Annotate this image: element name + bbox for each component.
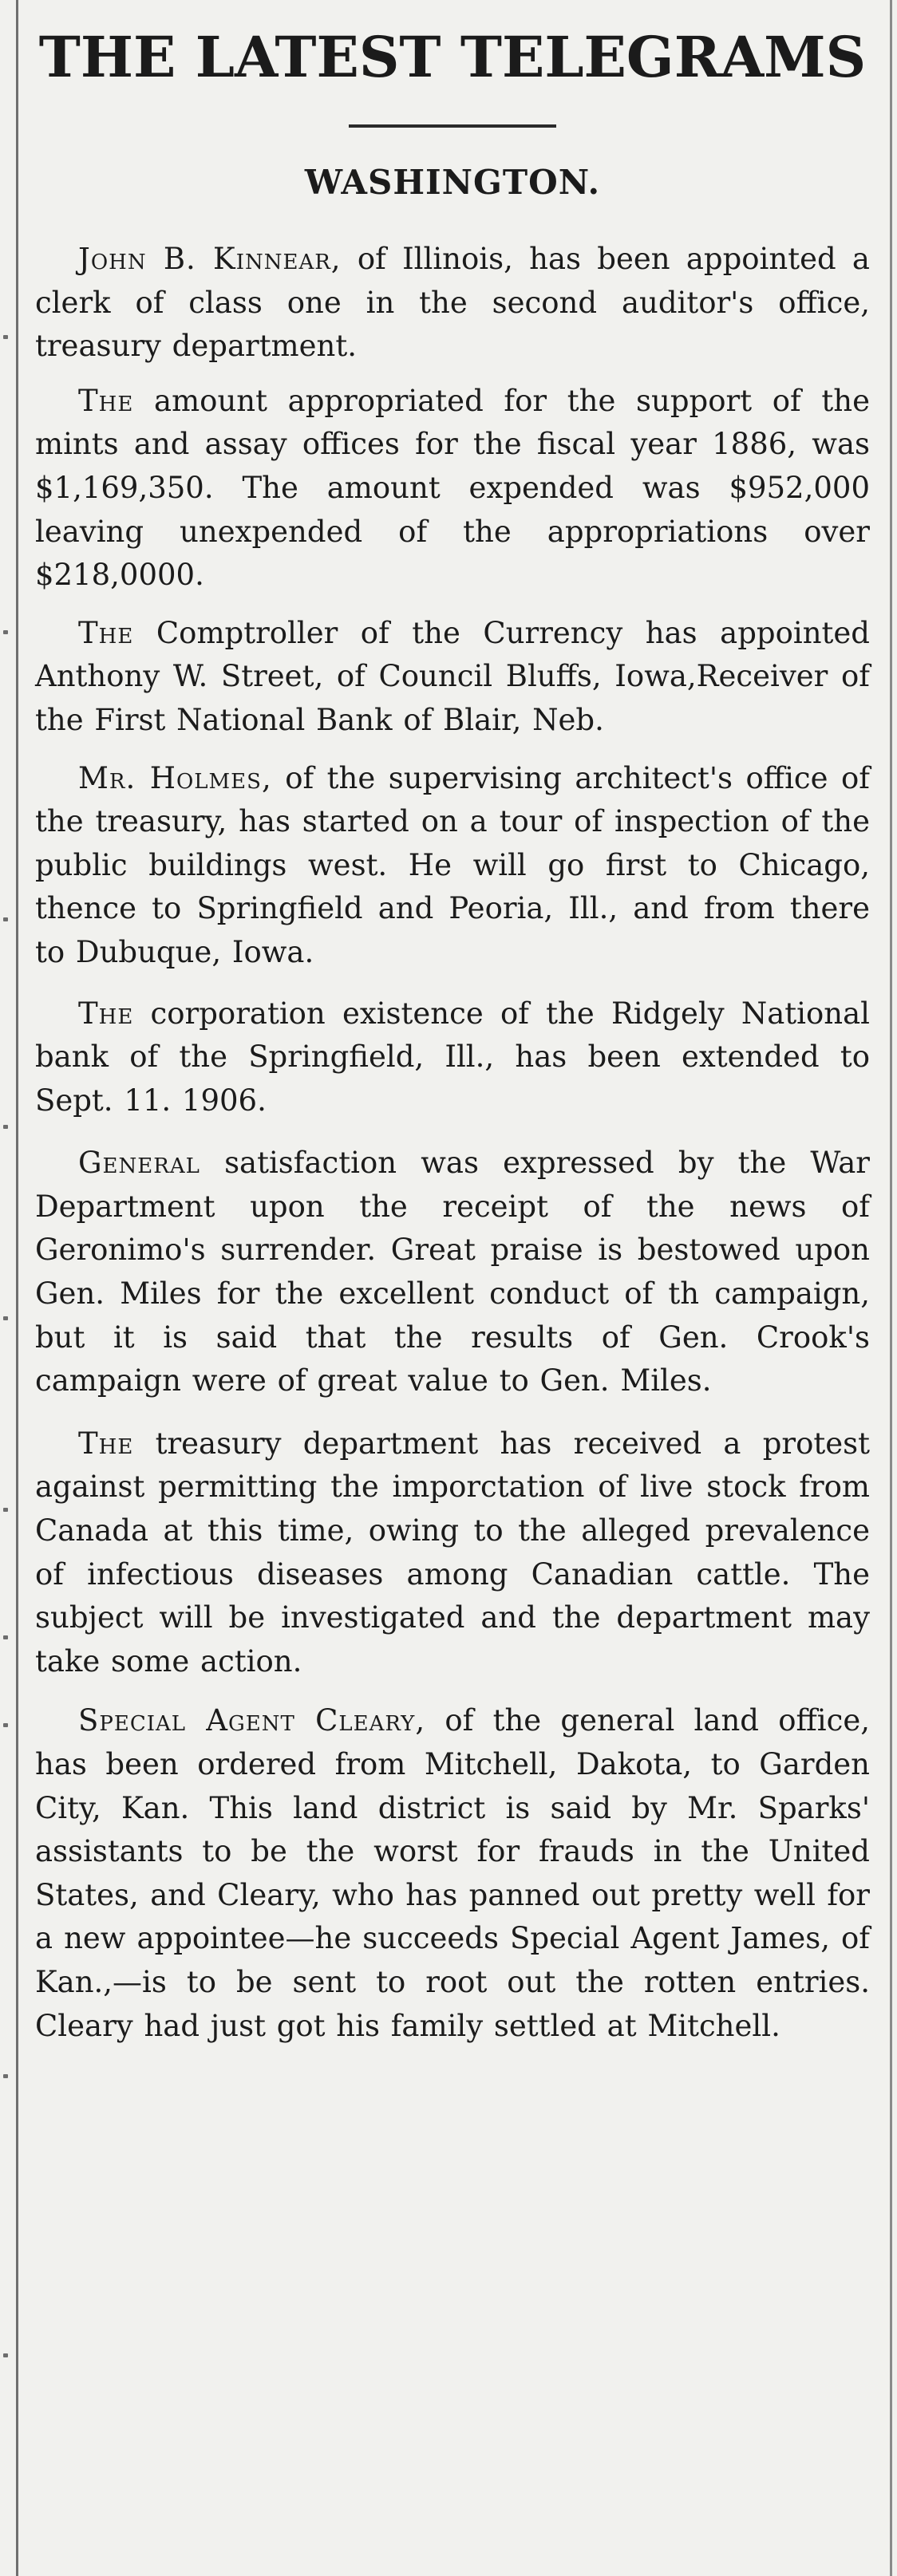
news-item-text: of the general land office, has been ordered from Mitchell, Dakota, to Garden City, Kan. This land district is said by Mr. Sparks' assistants to be the worst for frauds in the United States, and Cleary, who has panned out pretty well for a new appointee—he succeeds Special Agent James, of Kan.,—is to be sent to root out the rotten entries. Cleary had just got his family settled at Mitchell. [35, 1703, 870, 2043]
news-item-text: corporation existence of the Ridgely National bank of the Springfield, Ill., has been extended to Sept. 11. 1906. [35, 996, 870, 1118]
news-item-lead: The [78, 1426, 134, 1461]
news-item [35, 380, 870, 598]
news-item [35, 1699, 870, 2048]
news-item-text: Comptroller of the Currency has appointed Anthony W. Street, of Council Bluffs, Iowa,Receiver of the First National Bank of Blair, Neb. [35, 615, 870, 737]
news-item-lead: Mr. Holmes, [78, 760, 272, 795]
news-item [35, 992, 870, 1123]
news-item-lead: General [78, 1146, 200, 1181]
news-item [35, 1142, 870, 1403]
left-column-rule [16, 0, 18, 2576]
news-item [35, 238, 870, 369]
news-item [35, 612, 870, 743]
right-column-rule [890, 0, 892, 2576]
headline: THE LATEST TELEGRAMS [38, 24, 867, 90]
article-column [35, 0, 870, 2048]
news-item-text: amount appropriated for the support of the mints and assay offices for the fiscal year 1886, was $1,169,350. The amount expended was $952,000 leaving unexpended of the appropriations over $218,0000. [35, 383, 870, 593]
news-item-text: of the supervising architect's office of the treasury, has started on a tour of inspection of the public buildings west. He will go first to Chicago, thence to Springfield and Peoria, Ill., and from there to Dubuque, Iowa. [35, 760, 870, 969]
headline-divider [349, 124, 556, 128]
news-item-text: treasury department has received a protest against permitting the imporctation of live stock from Canada at this time, owing to the alleged prevalence of infectious diseases among Canadian cattle. The subject will be investigated and the department may take some action. [35, 1426, 870, 1679]
news-item-lead: John B. Kinnear, [78, 242, 342, 276]
news-item [35, 757, 870, 975]
news-item-text: of Illinois, has been appointed a clerk of class one in the second auditor's office, treasury department. [35, 242, 870, 364]
news-item-lead: The [78, 615, 134, 650]
news-item [35, 1422, 870, 1684]
news-item-lead: The [78, 383, 134, 418]
news-item-lead: Special Agent Cleary, [78, 1703, 426, 1738]
news-item-lead: The [78, 996, 134, 1031]
section-title: WASHINGTON. [304, 163, 601, 202]
news-item-text: satisfaction was expressed by the War Department upon the receipt of the news of Geronimo's surrender. Great praise is bestowed upon Gen. Miles for the excellent conduct of th campaign, but it is said that the results of Gen. Crook's campaign were of great value to Gen. Miles. [35, 1146, 870, 1398]
